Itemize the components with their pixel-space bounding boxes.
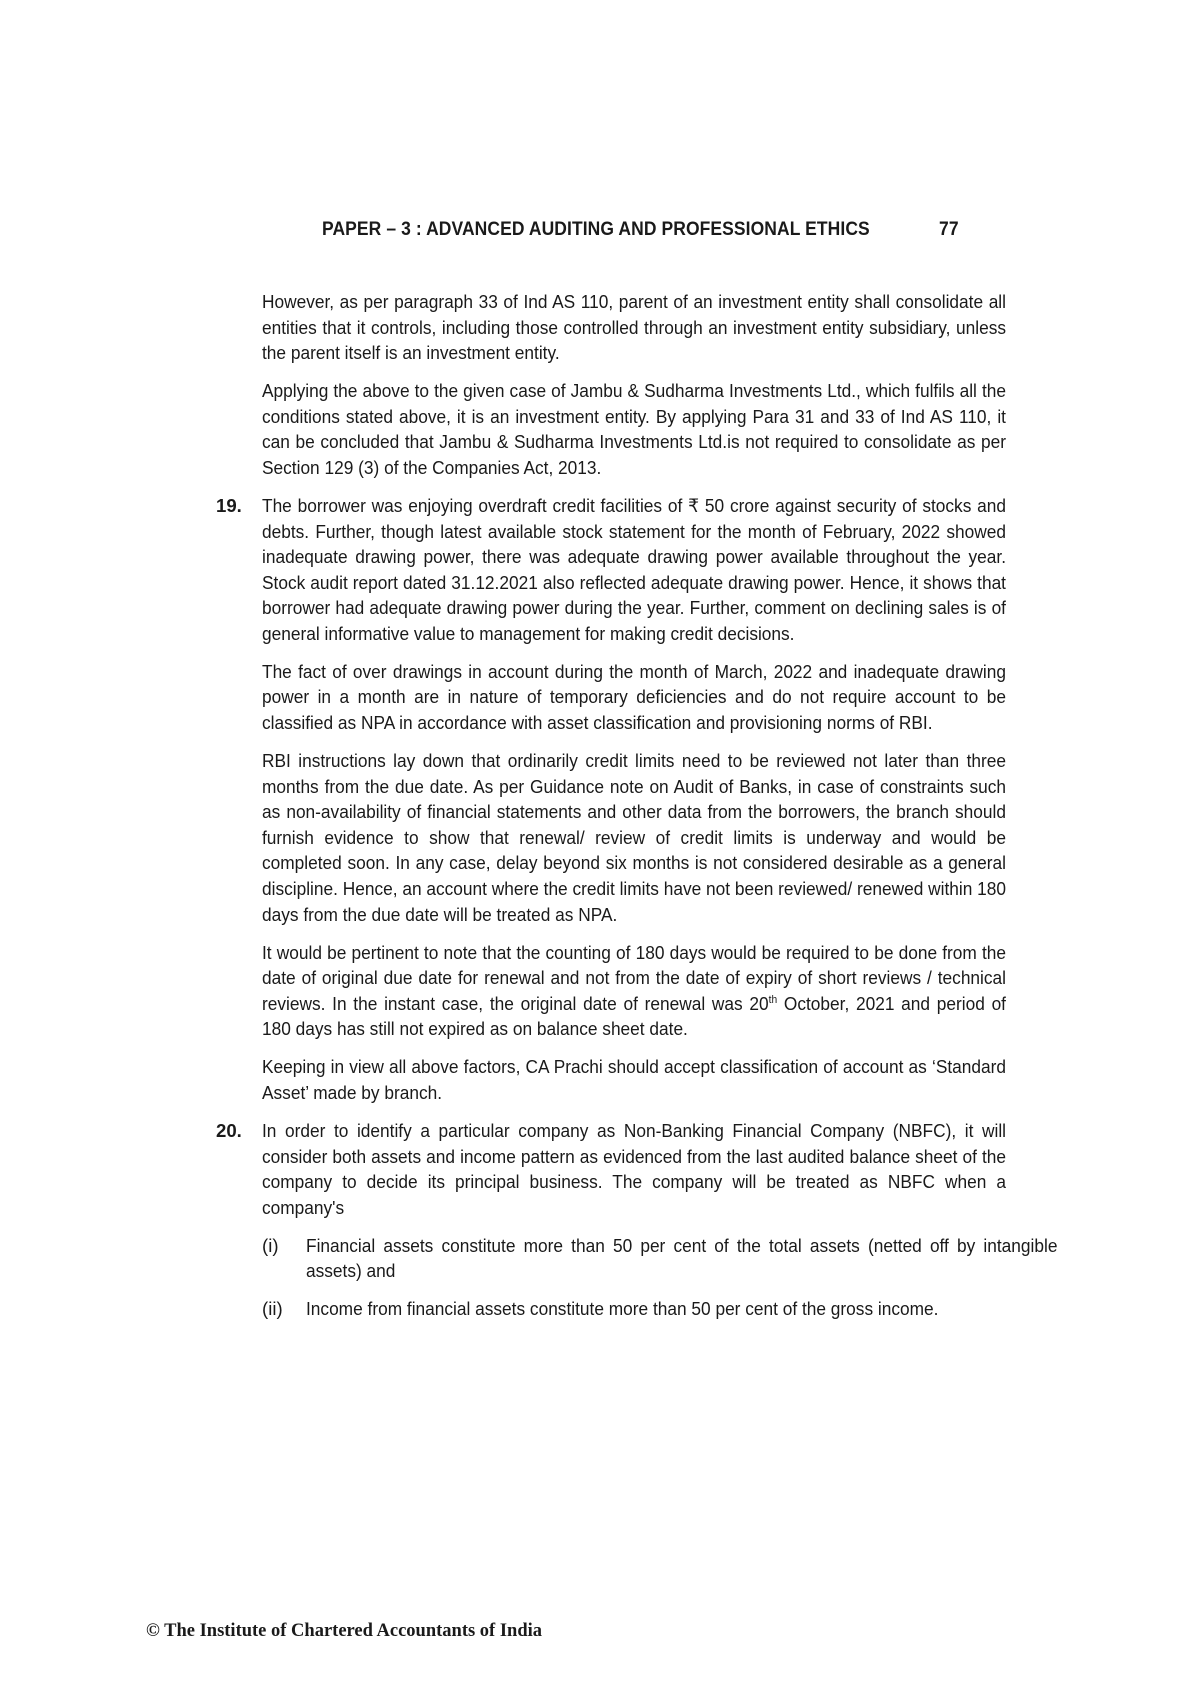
list-item-text: Income from financial assets constitute more than 50 per cent of the gross income. <box>306 1298 939 1320</box>
question-19-text: The borrower was enjoying overdraft credit facilities of ₹ 50 crore against security of stocks and debts. Further, though latest available stock statement for the month of February, 2022 showed inadequate drawing power, there was adequate drawing power available throughout the year. Stock audit report dated 31.12.2021 also reflected adequate drawing power. Hence, it shows that borrower had adequate drawing power during the year. Further, comment on declining sales is of general informative value to management for making credit decisions. <box>262 494 1006 644</box>
copyright-footer: © The Institute of Chartered Accountants of India <box>146 1621 543 1641</box>
paper-title: PAPER – 3 : ADVANCED AUDITING AND PROFESSIONAL ETHICS <box>322 219 870 240</box>
list-item-text: Financial assets constitute more than 50 per cent of the total assets (netted off by intangible assets) and <box>306 1234 1058 1282</box>
intro-paragraph-1: However, as per paragraph 33 of Ind AS 110, parent of an investment entity shall consolidate all entities that it controls, including those controlled through an investment entity subsidiary, unless the parent itself is an investment entity. <box>262 291 1006 364</box>
question-20-text: In order to identify a particular company as Non-Banking Financial Company (NBFC), it will consider both assets and income pattern as evidenced from the last audited balance sheet of the company to decide its principal business. The company will be treated as NBFC when a company's <box>262 1119 1006 1218</box>
question-20 <box>216 1118 1016 1220</box>
list-item-label: (i) <box>262 1234 279 1256</box>
running-header <box>322 219 959 241</box>
question-19-paragraph-5: Keeping in view all above factors, CA Prachi should accept classification of account as ‘Standard Asset’ made by branch. <box>262 1056 1006 1103</box>
question-19 <box>216 493 1016 647</box>
paragraph-text-continued: October, 2021 and period of 180 days has still not expired as on balance sheet date. <box>262 992 1006 1040</box>
ordinal-suffix: th <box>768 993 778 1006</box>
question-19-paragraph-4 <box>262 940 1006 1042</box>
list-item-label: (ii) <box>262 1298 283 1320</box>
paragraph-text: It would be pertinent to note that the counting of 180 days would be required to be done from the date of original due date for renewal and not from the date of expiry of short reviews / technical reviews. In the instant case, the original date of renewal was 20 <box>262 941 1006 1014</box>
question-19-paragraph-3: RBI instructions lay down that ordinarily credit limits need to be reviewed not later than three months from the due date. As per Guidance note on Audit of Banks, in case of constraints such as non-availability of financial statements and other data from the borrowers, the branch should furnish evidence to show that renewal/ review of credit limits is underway and would be completed soon. In any case, delay beyond six months is not considered desirable as a general discipline. Hence, an account where the credit limits have not been reviewed/ renewed within 180 days from the due date will be treated as NPA. <box>262 750 1006 925</box>
question-number: 20. <box>216 1119 242 1141</box>
question-number: 19. <box>216 494 242 516</box>
list-item <box>262 1233 1058 1284</box>
intro-paragraph-2: Applying the above to the given case of Jambu & Sudharma Investments Ltd., which fulfils all the conditions stated above, it is an investment entity. By applying Para 31 and 33 of Ind AS 110, it can be concluded that Jambu & Sudharma Investments Ltd.is not required to consolidate as per Section 129 (3) of the Companies Act, 2013. <box>262 380 1006 478</box>
page-number: 77 <box>939 219 959 240</box>
document-body <box>216 289 1058 1334</box>
question-19-paragraph-2: The fact of over drawings in account during the month of March, 2022 and inadequate drawing power in a month are in nature of temporary deficiencies and do not require account to be classified as NPA in accordance with asset classification and provisioning norms of RBI. <box>262 660 1006 734</box>
list-item <box>262 1296 1016 1322</box>
